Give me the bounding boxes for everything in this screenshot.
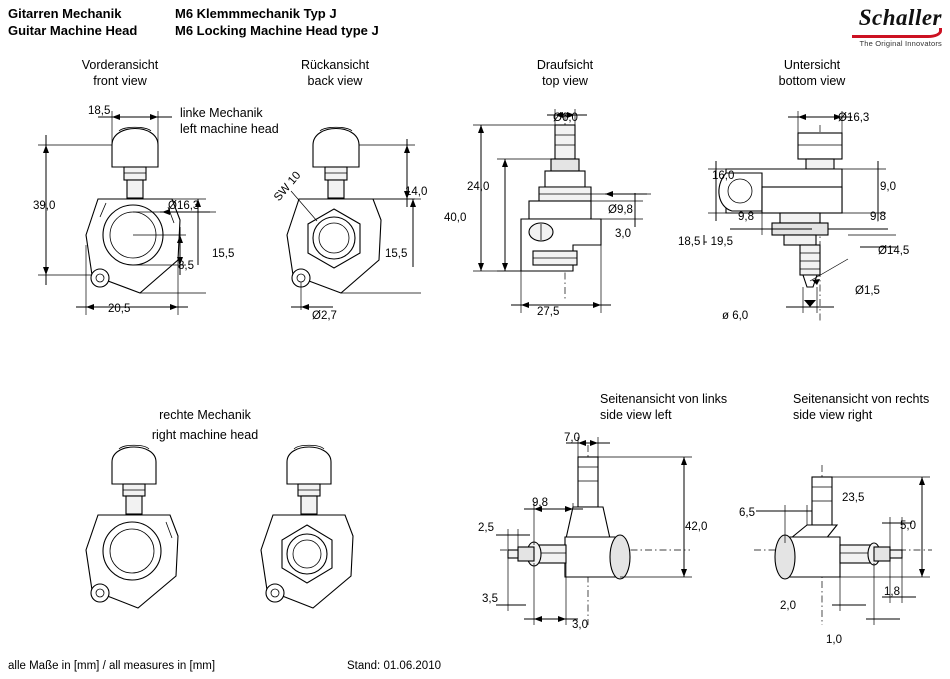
logo-tagline: The Original Innovators	[859, 39, 942, 48]
dim-bottom-w90: 9,0	[880, 181, 896, 193]
dim-top-post-dia: Ø6,0	[553, 112, 578, 124]
schaller-logo	[832, 6, 942, 48]
dim-bottom-dia15: Ø1,5	[855, 285, 880, 297]
label-left-machine-en: left machine head	[180, 122, 279, 136]
bottom-view-drawing	[700, 95, 940, 340]
dim-sideleft-w30: 3,0	[572, 619, 588, 631]
dim-back-height-upper: 14,0	[405, 186, 428, 198]
back-view-drawing	[255, 95, 465, 340]
dim-sideleft-top-w: 7,0	[564, 432, 580, 444]
header-subtitle-en: M6 Locking Machine Head type J	[175, 23, 379, 38]
dim-sideleft-h42: 42,0	[685, 521, 708, 533]
header-subtitle-de: M6 Klemmmechanik Typ J	[175, 6, 337, 21]
dim-sideright-w20: 2,0	[780, 600, 796, 612]
dim-bottom-dia163: Ø16,3	[838, 112, 870, 124]
dim-bottom-w98-left: 9,8	[738, 211, 754, 223]
dim-sideleft-w98: 9,8	[532, 497, 548, 509]
dim-bottom-dia145: Ø14,5	[878, 245, 910, 257]
dim-back-sw: SW 10	[272, 169, 304, 204]
dim-top-height24: 24,0	[467, 181, 490, 193]
caption-side-right-en: side view right	[793, 408, 873, 422]
right-machine-front-drawing	[60, 440, 230, 630]
top-view-drawing	[455, 95, 675, 340]
footer-revision: Stand: 01.06.2010	[347, 660, 441, 672]
dim-top-length: 27,5	[537, 306, 560, 318]
caption-back-de: Rückansicht	[300, 58, 370, 72]
dim-top-thickness: 3,0	[615, 228, 631, 240]
dim-front-base-width: 20,5	[108, 303, 131, 315]
dim-front-height-total: 39,0	[33, 200, 56, 212]
dim-sideright-w50: 5,0	[900, 520, 916, 532]
logo-brand-text: Schaller	[858, 5, 942, 30]
right-machine-back-drawing	[235, 440, 405, 630]
caption-front-en: front view	[93, 74, 147, 88]
header-title-en: Guitar Machine Head	[8, 23, 138, 38]
dim-top-height40: 40,0	[444, 212, 467, 224]
dim-sideright-w10: 1,0	[826, 634, 842, 646]
dim-front-offset-mid: 15,5	[212, 248, 235, 260]
caption-side-left-de: Seitenansicht von links	[600, 392, 728, 406]
label-left-machine-de: linke Mechanik	[180, 106, 263, 120]
dim-sideright-w18: 1,8	[884, 586, 900, 598]
dim-bottom-dia60: ø 6,0	[722, 310, 749, 322]
caption-side-right-de: Seitenansicht von rechts	[793, 392, 930, 406]
side-view-right-drawing	[740, 425, 945, 640]
side-view-left-drawing	[460, 425, 720, 640]
dim-sideright-w65: 6,5	[739, 507, 755, 519]
dim-top-bushing-dia: Ø9,8	[608, 204, 633, 216]
caption-bottom-en: bottom view	[778, 74, 846, 88]
caption-top-de: Draufsicht	[536, 58, 594, 72]
caption-right-machine-de: rechte Mechanik	[159, 408, 251, 422]
header-title-de: Gitarren Mechanik	[8, 6, 122, 21]
footer-measures: alle Maße in [mm] / all measures in [mm]	[8, 660, 216, 672]
dim-back-screw-dia: Ø2,7	[312, 310, 337, 322]
dim-front-width-top: 18,5	[88, 105, 111, 117]
caption-side-left-en: side view left	[600, 408, 672, 422]
dim-bottom-w16: 16,0	[712, 170, 735, 182]
caption-bottom-de: Untersicht	[783, 58, 841, 72]
dim-front-hole-dia: Ø16,3	[168, 200, 200, 212]
dim-sideleft-w35: 3,5	[482, 593, 498, 605]
dim-back-mid: 15,5	[385, 248, 408, 260]
dim-sideright-h235: 23,5	[842, 492, 865, 504]
dim-bottom-w98-right: 9,8	[870, 211, 886, 223]
caption-right-machine-en: right machine head	[151, 428, 259, 442]
dim-front-offset-small: 8,5	[178, 260, 194, 272]
caption-top-en: top view	[542, 74, 588, 88]
dim-bottom-range: 18,5 - 19,5	[678, 236, 733, 248]
caption-back-en: back view	[307, 74, 363, 88]
dim-sideleft-w25: 2,5	[478, 522, 494, 534]
caption-front-de: Vorderansicht	[81, 58, 159, 72]
